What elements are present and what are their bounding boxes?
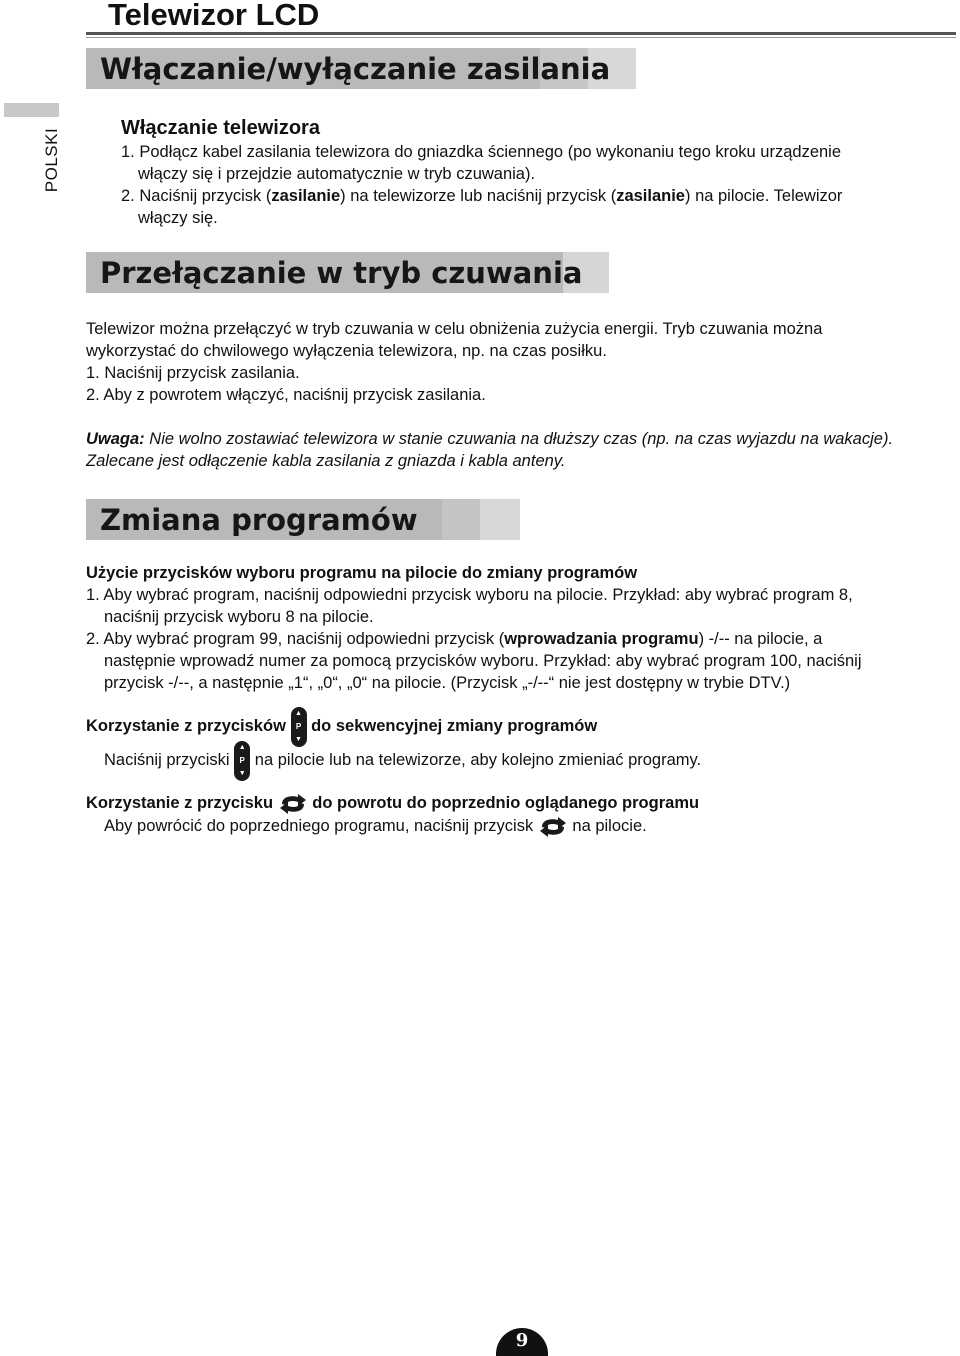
subsection-heading-recall bbox=[86, 792, 699, 815]
power-step2-pre: 2. Naciśnij przycisk ( bbox=[121, 187, 272, 205]
page-number: 9 bbox=[496, 1328, 548, 1356]
recall-icon bbox=[538, 816, 568, 838]
standby-line2: wykorzystać do chwilowego wyłączenia telewizora, np. na czas posiłku. bbox=[86, 342, 607, 360]
recall-text bbox=[104, 815, 647, 838]
section-title-standby: Przełączanie w tryb czuwania bbox=[100, 255, 583, 290]
standby-line1: Telewizor można przełączyć w tryb czuwania w celu obniżenia zużycia energii. Tryb czuwania można bbox=[86, 320, 823, 338]
standby-step1: 1. Naciśnij przycisk zasilania. bbox=[86, 364, 300, 382]
programs-step1-line1: 1. Aby wybrać program, naciśnij odpowiedni przycisk wyboru na pilocie. Przykład: aby wybrać program 8, bbox=[86, 586, 853, 604]
programs-step1-line2: naciśnij przycisk wyboru 8 na pilocie. bbox=[104, 608, 374, 626]
power-key-label: zasilanie bbox=[271, 187, 341, 205]
power-step1-line2: włączy się i przejdzie automatycznie w tryb czuwania). bbox=[138, 165, 536, 183]
subsection-heading-power-on: Włączanie telewizora bbox=[121, 117, 320, 139]
sequential-heading-pre: Korzystanie z przycisków bbox=[86, 717, 286, 735]
power-step2-line2: włączy się. bbox=[138, 209, 218, 227]
recall-heading-post: do powrotu do poprzednio oglądanego programu bbox=[312, 794, 700, 812]
recall-icon bbox=[278, 793, 308, 815]
sequential-heading-post: do sekwencyjnej zmiany programów bbox=[311, 717, 598, 735]
programs-step2-line3: przycisk -/--, a następnie „1“, „0“, „0“ na pilocie. (Przycisk „-/--“ nie jest dostępny w trybie DTV.) bbox=[104, 674, 791, 692]
program-down-glyph: ▼ bbox=[238, 769, 246, 777]
standby-step2: 2. Aby z powrotem włączyć, naciśnij przycisk zasilania. bbox=[86, 386, 486, 404]
program-up-glyph: ▲ bbox=[238, 743, 246, 751]
program-up-glyph: ▲ bbox=[295, 709, 302, 717]
section-banner-programs bbox=[86, 499, 520, 540]
power-step2-mid: ) na telewizorze lub naciśnij przycisk ( bbox=[340, 187, 617, 205]
page-title: Telewizor LCD bbox=[108, 0, 320, 32]
sequential-text bbox=[104, 735, 702, 782]
program-up-down-icon bbox=[234, 741, 250, 781]
program-p-glyph: P bbox=[295, 721, 302, 731]
programs-step2-pre: 2. Aby wybrać program 99, naciśnij odpowiedni przycisk ( bbox=[86, 630, 505, 648]
section-title-programs: Zmiana programów bbox=[100, 502, 418, 537]
note-text: Nie wolno zostawiać telewizora w stanie czuwania na dłuższy czas (np. na czas wyjazdu na wakacje). bbox=[144, 430, 894, 448]
program-down-glyph: ▼ bbox=[295, 735, 302, 743]
recall-heading-pre: Korzystanie z przycisku bbox=[86, 794, 274, 812]
sequential-text-post: na pilocie lub na telewizorze, aby kolejno zmieniać programy. bbox=[254, 751, 702, 769]
programs-step2-line2: następnie wprowadź numer za pomocą przycisków wyboru. Przykład: aby wybrać program 100, naciśnij bbox=[104, 652, 862, 670]
section-banner-standby bbox=[86, 252, 609, 293]
program-p-glyph: P bbox=[239, 755, 245, 765]
title-rule-thin bbox=[86, 37, 956, 38]
language-tab-bar bbox=[4, 103, 59, 117]
sequential-text-pre: Naciśnij przyciski bbox=[104, 751, 230, 769]
standby-note-line1 bbox=[86, 428, 893, 450]
section-title-power: Włączanie/wyłączanie zasilania bbox=[100, 51, 611, 86]
language-label: POLSKI bbox=[42, 127, 61, 193]
programs-step2-post: ) -/-- na pilocie, a bbox=[698, 630, 823, 648]
recall-text-pre: Aby powrócić do poprzedniego programu, naciśnij przycisk bbox=[104, 817, 534, 835]
standby-note-line2: Zalecane jest odłączenie kabla zasilania z gniazda i kabla anteny. bbox=[86, 452, 566, 470]
section-banner-power bbox=[86, 48, 636, 89]
subsection-heading-number-keys: Użycie przycisków wyboru programu na pilocie do zmiany programów bbox=[86, 564, 638, 582]
power-step2-line1 bbox=[121, 185, 842, 207]
recall-text-post: na pilocie. bbox=[572, 817, 647, 835]
power-key-label-remote: zasilanie bbox=[616, 187, 685, 205]
program-entry-key-label: wprowadzania programu bbox=[504, 630, 699, 648]
title-rule bbox=[86, 32, 956, 35]
power-step2-post: ) na pilocie. Telewizor bbox=[684, 187, 843, 205]
power-step1-line1: 1. Podłącz kabel zasilania telewizora do gniazdka ściennego (po wykonaniu tego kroku urządzenie bbox=[121, 143, 842, 161]
programs-step2-line1 bbox=[86, 628, 822, 650]
note-label: Uwaga: bbox=[86, 430, 145, 448]
